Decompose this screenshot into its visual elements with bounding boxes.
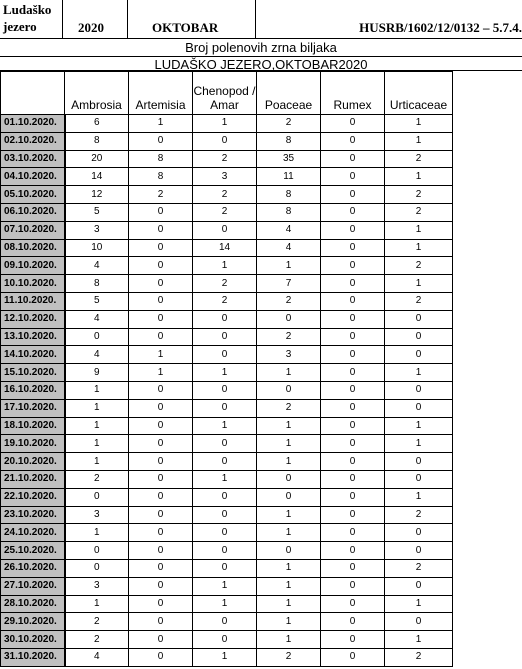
date-cell: 16.10.2020. <box>1 381 65 399</box>
table-row <box>1 275 453 293</box>
table-row <box>1 150 453 168</box>
count-cell: 1 <box>193 417 257 435</box>
count-cell: 1 <box>193 364 257 382</box>
count-cell: 0 <box>129 310 193 328</box>
column-header-poaceae: Poaceae <box>257 72 321 115</box>
table-row <box>1 292 453 310</box>
date-cell: 09.10.2020. <box>1 257 65 275</box>
count-cell: 4 <box>257 239 321 257</box>
count-cell: 0 <box>385 328 453 346</box>
month-cell <box>128 0 256 38</box>
count-cell: 0 <box>193 524 257 542</box>
count-cell: 2 <box>257 292 321 310</box>
count-cell: 0 <box>385 542 453 560</box>
date-cell: 04.10.2020. <box>1 168 65 186</box>
count-cell: 0 <box>129 488 193 506</box>
count-cell: 0 <box>257 381 321 399</box>
count-cell: 1 <box>257 417 321 435</box>
count-cell: 1 <box>193 648 257 666</box>
count-cell: 2 <box>385 506 453 524</box>
table-row <box>1 132 453 150</box>
count-cell: 0 <box>129 577 193 595</box>
count-cell: 0 <box>193 613 257 631</box>
project-code: HUSRB/1602/12/0132 – 5.7.4. <box>359 20 522 35</box>
count-cell: 4 <box>65 346 129 364</box>
count-cell: 3 <box>65 506 129 524</box>
count-cell: 4 <box>65 648 129 666</box>
count-cell: 0 <box>129 239 193 257</box>
date-cell: 22.10.2020. <box>1 488 65 506</box>
date-cell: 14.10.2020. <box>1 346 65 364</box>
station-name-cell <box>0 0 63 38</box>
date-cell: 13.10.2020. <box>1 328 65 346</box>
date-cell: 20.10.2020. <box>1 453 65 471</box>
count-cell: 4 <box>65 257 129 275</box>
count-cell: 2 <box>193 186 257 204</box>
count-cell: 2 <box>385 559 453 577</box>
count-cell: 0 <box>385 399 453 417</box>
count-cell: 0 <box>129 648 193 666</box>
column-header-urticaceae: Urticaceae <box>385 72 453 115</box>
count-cell: 1 <box>257 559 321 577</box>
date-cell: 12.10.2020. <box>1 310 65 328</box>
count-cell: 0 <box>129 435 193 453</box>
count-cell: 0 <box>65 542 129 560</box>
count-cell: 2 <box>65 631 129 649</box>
count-cell: 4 <box>65 310 129 328</box>
table-row <box>1 453 453 471</box>
count-cell: 0 <box>193 346 257 364</box>
count-cell: 0 <box>321 381 385 399</box>
date-cell: 31.10.2020. <box>1 648 65 666</box>
table-row <box>1 168 453 186</box>
count-cell: 0 <box>385 524 453 542</box>
count-cell: 0 <box>193 310 257 328</box>
count-cell: 0 <box>321 613 385 631</box>
count-cell: 0 <box>385 613 453 631</box>
count-cell: 0 <box>321 559 385 577</box>
count-cell: 0 <box>193 488 257 506</box>
date-column-header <box>1 72 65 115</box>
count-cell: 1 <box>193 595 257 613</box>
count-cell: 0 <box>321 417 385 435</box>
table-row <box>1 203 453 221</box>
month-label: OKTOBAR <box>152 20 219 35</box>
table-row <box>1 435 453 453</box>
count-cell: 0 <box>129 381 193 399</box>
date-cell: 17.10.2020. <box>1 399 65 417</box>
count-cell: 11 <box>257 168 321 186</box>
table-row <box>1 257 453 275</box>
count-cell: 2 <box>65 613 129 631</box>
table-row <box>1 186 453 204</box>
count-cell: 0 <box>321 275 385 293</box>
count-cell: 0 <box>321 648 385 666</box>
count-cell: 0 <box>321 346 385 364</box>
date-cell: 18.10.2020. <box>1 417 65 435</box>
table-row <box>1 328 453 346</box>
count-cell: 1 <box>65 595 129 613</box>
count-cell: 0 <box>321 631 385 649</box>
count-cell: 2 <box>257 115 321 133</box>
count-cell: 0 <box>385 470 453 488</box>
count-cell: 0 <box>129 506 193 524</box>
count-cell: 0 <box>321 257 385 275</box>
count-cell: 1 <box>257 453 321 471</box>
count-cell: 0 <box>321 186 385 204</box>
count-cell: 1 <box>385 168 453 186</box>
count-cell: 0 <box>321 115 385 133</box>
count-cell: 1 <box>257 631 321 649</box>
column-header-artemisia: Artemisia <box>129 72 193 115</box>
date-cell: 28.10.2020. <box>1 595 65 613</box>
count-cell: 0 <box>321 364 385 382</box>
column-header-row <box>1 72 453 115</box>
count-cell: 8 <box>257 132 321 150</box>
count-cell: 1 <box>65 435 129 453</box>
count-cell: 2 <box>193 150 257 168</box>
count-cell: 1 <box>257 435 321 453</box>
count-cell: 5 <box>65 203 129 221</box>
date-cell: 07.10.2020. <box>1 221 65 239</box>
count-cell: 0 <box>129 399 193 417</box>
count-cell: 1 <box>129 346 193 364</box>
count-cell: 10 <box>65 239 129 257</box>
count-cell: 0 <box>65 559 129 577</box>
count-cell: 0 <box>129 631 193 649</box>
count-cell: 2 <box>385 257 453 275</box>
count-cell: 0 <box>257 542 321 560</box>
count-cell: 5 <box>65 292 129 310</box>
table-row <box>1 559 453 577</box>
count-cell: 14 <box>193 239 257 257</box>
count-cell: 1 <box>257 577 321 595</box>
table-body <box>1 115 453 667</box>
count-cell: 1 <box>385 132 453 150</box>
count-cell: 0 <box>385 346 453 364</box>
count-cell: 1 <box>385 417 453 435</box>
count-cell: 2 <box>129 186 193 204</box>
date-cell: 26.10.2020. <box>1 559 65 577</box>
count-cell: 0 <box>193 559 257 577</box>
count-cell: 1 <box>385 239 453 257</box>
count-cell: 0 <box>385 453 453 471</box>
count-cell: 6 <box>65 115 129 133</box>
count-cell: 0 <box>321 310 385 328</box>
year-label: 2020 <box>78 20 104 35</box>
date-cell: 15.10.2020. <box>1 364 65 382</box>
count-cell: 2 <box>65 470 129 488</box>
date-cell: 10.10.2020. <box>1 275 65 293</box>
date-cell: 01.10.2020. <box>1 115 65 133</box>
count-cell: 0 <box>321 435 385 453</box>
count-cell: 1 <box>193 115 257 133</box>
column-header-ambrosia: Ambrosia <box>65 72 129 115</box>
table-row <box>1 524 453 542</box>
count-cell: 0 <box>193 542 257 560</box>
count-cell: 1 <box>65 381 129 399</box>
date-cell: 21.10.2020. <box>1 470 65 488</box>
count-cell: 0 <box>193 453 257 471</box>
table-row <box>1 364 453 382</box>
table-row <box>1 346 453 364</box>
count-cell: 1 <box>65 417 129 435</box>
table-row <box>1 221 453 239</box>
count-cell: 0 <box>321 221 385 239</box>
date-cell: 19.10.2020. <box>1 435 65 453</box>
count-cell: 0 <box>385 577 453 595</box>
count-cell: 1 <box>385 115 453 133</box>
count-cell: 2 <box>193 203 257 221</box>
count-cell: 1 <box>257 364 321 382</box>
count-cell: 1 <box>193 577 257 595</box>
count-cell: 2 <box>385 648 453 666</box>
date-cell: 30.10.2020. <box>1 631 65 649</box>
count-cell: 0 <box>193 221 257 239</box>
project-code-cell <box>256 0 522 38</box>
date-cell: 02.10.2020. <box>1 132 65 150</box>
count-cell: 14 <box>65 168 129 186</box>
table-row <box>1 115 453 133</box>
count-cell: 35 <box>257 150 321 168</box>
count-cell: 1 <box>129 364 193 382</box>
table-row <box>1 417 453 435</box>
count-cell: 0 <box>257 488 321 506</box>
count-cell: 1 <box>385 488 453 506</box>
date-cell: 29.10.2020. <box>1 613 65 631</box>
date-cell: 08.10.2020. <box>1 239 65 257</box>
count-cell: 0 <box>321 292 385 310</box>
count-cell: 0 <box>193 631 257 649</box>
count-cell: 0 <box>193 381 257 399</box>
table-row <box>1 239 453 257</box>
count-cell: 1 <box>385 595 453 613</box>
count-cell: 0 <box>129 203 193 221</box>
report-subtitle: LUDAŠKO JEZERO,OKTOBAR2020 <box>0 56 522 72</box>
count-cell: 0 <box>129 470 193 488</box>
count-cell: 8 <box>65 275 129 293</box>
year-cell <box>64 0 128 38</box>
count-cell: 20 <box>65 150 129 168</box>
count-cell: 0 <box>321 577 385 595</box>
count-cell: 0 <box>65 328 129 346</box>
count-cell: 0 <box>129 542 193 560</box>
count-cell: 2 <box>257 648 321 666</box>
count-cell: 1 <box>385 631 453 649</box>
count-cell: 0 <box>129 524 193 542</box>
count-cell: 0 <box>321 488 385 506</box>
count-cell: 0 <box>257 470 321 488</box>
count-cell: 1 <box>193 470 257 488</box>
count-cell: 8 <box>129 150 193 168</box>
table-row <box>1 542 453 560</box>
count-cell: 0 <box>321 239 385 257</box>
count-cell: 0 <box>129 613 193 631</box>
count-cell: 3 <box>65 577 129 595</box>
table-row <box>1 648 453 666</box>
date-cell: 11.10.2020. <box>1 292 65 310</box>
count-cell: 0 <box>385 381 453 399</box>
date-cell: 03.10.2020. <box>1 150 65 168</box>
count-cell: 1 <box>65 399 129 417</box>
count-cell: 2 <box>385 186 453 204</box>
date-cell: 24.10.2020. <box>1 524 65 542</box>
count-cell: 0 <box>321 453 385 471</box>
count-cell: 2 <box>257 399 321 417</box>
count-cell: 0 <box>321 132 385 150</box>
table-row <box>1 631 453 649</box>
count-cell: 1 <box>193 257 257 275</box>
count-cell: 0 <box>129 453 193 471</box>
count-cell: 0 <box>129 257 193 275</box>
table-row <box>1 399 453 417</box>
count-cell: 0 <box>321 542 385 560</box>
date-cell: 25.10.2020. <box>1 542 65 560</box>
column-header-chenopod: Chenopod / Amar <box>193 72 257 115</box>
table-row <box>1 381 453 399</box>
count-cell: 1 <box>257 595 321 613</box>
count-cell: 0 <box>129 292 193 310</box>
count-cell: 1 <box>385 364 453 382</box>
table-row <box>1 613 453 631</box>
count-cell: 0 <box>129 132 193 150</box>
count-cell: 0 <box>257 310 321 328</box>
count-cell: 1 <box>65 524 129 542</box>
count-cell: 3 <box>257 346 321 364</box>
count-cell: 8 <box>257 186 321 204</box>
title-bar <box>0 38 522 71</box>
count-cell: 0 <box>321 595 385 613</box>
count-cell: 1 <box>257 613 321 631</box>
count-cell: 0 <box>321 203 385 221</box>
count-cell: 2 <box>257 328 321 346</box>
count-cell: 7 <box>257 275 321 293</box>
table-row <box>1 488 453 506</box>
date-cell: 05.10.2020. <box>1 186 65 204</box>
date-cell: 27.10.2020. <box>1 577 65 595</box>
count-cell: 8 <box>257 203 321 221</box>
count-cell: 8 <box>65 132 129 150</box>
count-cell: 1 <box>385 435 453 453</box>
count-cell: 0 <box>321 524 385 542</box>
pollen-table <box>0 71 453 667</box>
count-cell: 0 <box>193 399 257 417</box>
count-cell: 12 <box>65 186 129 204</box>
count-cell: 0 <box>193 328 257 346</box>
table-row <box>1 470 453 488</box>
count-cell: 2 <box>193 292 257 310</box>
table-row <box>1 595 453 613</box>
count-cell: 3 <box>193 168 257 186</box>
count-cell: 0 <box>129 417 193 435</box>
count-cell: 0 <box>129 559 193 577</box>
table-row <box>1 577 453 595</box>
count-cell: 1 <box>385 275 453 293</box>
count-cell: 9 <box>65 364 129 382</box>
count-cell: 0 <box>321 150 385 168</box>
count-cell: 0 <box>193 132 257 150</box>
count-cell: 0 <box>129 595 193 613</box>
count-cell: 1 <box>257 524 321 542</box>
count-cell: 1 <box>385 221 453 239</box>
count-cell: 0 <box>385 310 453 328</box>
count-cell: 4 <box>257 221 321 239</box>
count-cell: 2 <box>385 203 453 221</box>
count-cell: 0 <box>129 328 193 346</box>
count-cell: 0 <box>321 168 385 186</box>
report-title: Broj polenovih zrna biljaka <box>185 40 337 55</box>
count-cell: 1 <box>129 115 193 133</box>
count-cell: 0 <box>129 221 193 239</box>
date-cell: 23.10.2020. <box>1 506 65 524</box>
count-cell: 2 <box>385 150 453 168</box>
count-cell: 0 <box>321 470 385 488</box>
count-cell: 0 <box>321 328 385 346</box>
count-cell: 1 <box>65 453 129 471</box>
count-cell: 0 <box>193 506 257 524</box>
table-row <box>1 506 453 524</box>
count-cell: 2 <box>385 292 453 310</box>
count-cell: 8 <box>129 168 193 186</box>
count-cell: 0 <box>321 506 385 524</box>
count-cell: 1 <box>257 257 321 275</box>
count-cell: 3 <box>65 221 129 239</box>
count-cell: 0 <box>193 435 257 453</box>
count-cell: 2 <box>193 275 257 293</box>
count-cell: 0 <box>321 399 385 417</box>
date-cell: 06.10.2020. <box>1 203 65 221</box>
table-row <box>1 310 453 328</box>
count-cell: 1 <box>257 506 321 524</box>
count-cell: 0 <box>129 275 193 293</box>
count-cell: 0 <box>65 488 129 506</box>
column-header-rumex: Rumex <box>321 72 385 115</box>
station-name: Ludaško jezero <box>3 2 52 34</box>
